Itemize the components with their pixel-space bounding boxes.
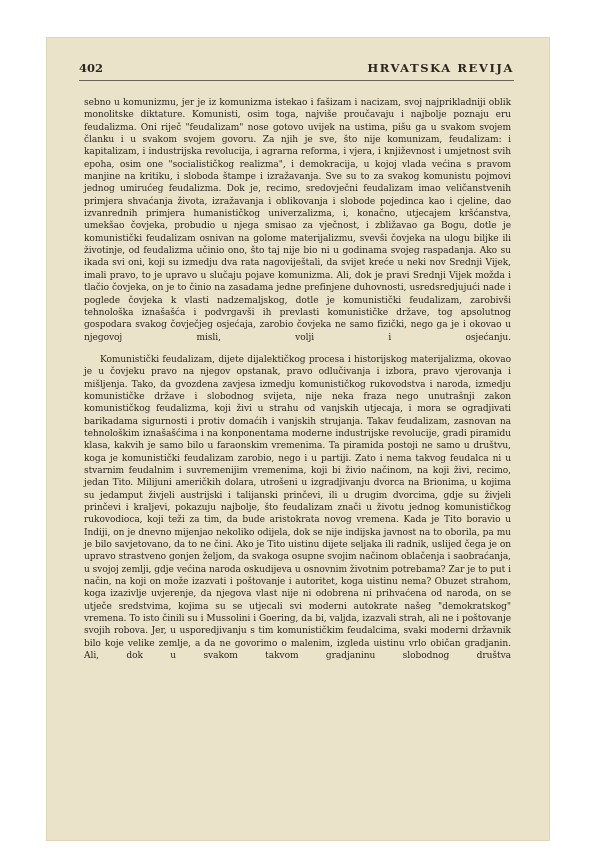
body-text <box>84 97 511 662</box>
header-rule <box>79 80 514 81</box>
paragraph-2: Komunistički feudalizam, dijete dijalektičkog procesa i historijskog materijalizma, okovao je u čovjeku pravo na njegov opstanak, pravo odlučivanja i izbora, pravo vjerovanja i mišljenja. Tako, da gvozdena zavjesa izmedju komunističkog rukovodstva i naroda, izmedju komunističke države i slobodnog svijeta, nije neka fraza nego unutrašnji zakon komunističkog feudalizma, koji živi u strahu od vanjskih utjecaja, i mora se ogradjivati barikadama sigurnosti i protiv domaćih i vanjskih strujanja. Takav feudalizam, zasnovan na tehnološkim iznašašćima i na konponentama moderne industrijske revolucije, gradi piramidu klasa, kakvih je samo bilo u faraonskim vremenima. Ta piramida postoji ne samo u društvu, koga je komunistički feudalizam zarobio, nego i u partiji. Zato i nema takvog feudalca ni u stvarnim feudalnim i suvremenijim vremenima, koji bi živio načinom, na koji živi, recimo, jedan Tito. Milijuni američkih dolara, utrošeni u izgradjivanju dvorca na Brionima, u kojima su jedamput živjeli austrijski i talijanski prinčevi, ili u drugim dvorcima, gdje su živjeli prinčevi i kraljevi, pokazuju najbolje, što feudalizam znači u životu jednog komunističkog rukovodioca, koji teži za tim, da bude aristokrata novog vremena. Kada je Tito boravio u Indiji, on je dnevno mijenjao nekoliko odijela, dok se nije indijska javnost na to oborila, pa mu je bilo savjetovano, da to ne čini. Ako je Tito uistinu dijete seljaka ili radnik, uslijed čega je on upravo strastveno gonjen željom, da svakoga osupne svojim načinom oblačenja i saobraćanja, u svojoj zemlji, gdje većina naroda oskudijeva u osnovnim životnim potrebama? Zar je to put i način, na koji on može izazvati i poštovanje i autoritet, koga uistinu nema? Obuzet strahom, koga izazivlje uvjerenje, da njegova vlast nije ni odobrena ni prihvaćena od naroda, on se utječe sredstvima, kojima su se utjecali svi moderni autokrate našeg "demokratskog" vremena. To isto činili su i Mussolini i Goering, da bi, valjda, izazvali strah, ali ne i poštovanje svojih robova. Jer, u usporedjivanju s tim komunističkim feudalcima, svaki moderni državnik bilo koje velike zemlje, a da ne govorimo o malenim, izgleda uistinu vrlo običan gradjanin. Ali, dok u svakom takvom gradjaninu slobodnog društva <box>84 354 511 662</box>
paragraph-1: sebno u komunizmu, jer je iz komunizma istekao i fašizam i nacizam, svoj najprikladniji oblik monolitske diktature. Komunisti, osim toga, najviše proučavaju i najbolje poznaju eru feudalizma. Oni riječ "feudalizam" nose gotovo uvijek na ustima, pišu ga u svakom svojem članku i u svakom svojem govoru. Za njih je sve, što nije komunizam, feudalizam: i kapitalizam, i industrijska revolucija, i agrarna reforma, i vjera, i književnost i umjetnost svih epoha, osim one "socialističkog realizma", i demokracija, u kojoj vlada većina s pravom manjine na kritiku, i sloboda štampe i izražavanja. Sve su to za svakog komunistu pojmovi jednog umirućeg feudalizma. Dok je, recimo, sredovječni feudalizam imao veličanstvenih primjera shvaćanja života, izražavanja i oblikovanja i slobode pojedinca kao i cjeline, dao izvanrednih primjera humanističkog univerzalizma, i, konačno, utjecajem kršćanstva, umekšao čovjeka, probudio u njega smisao za vječnost, i zbližavao ga Bogu, dotle je komunistički feudalizam osnivan na golome materijalizmu, svevši čovjeka na ulogu biljke ili životinje, od feudalizma učinio ono, što taj nije bio ni u godinama svojeg raspadanja. Ako su ikada svi oni, koji su izmedju dva rata nagoviještali, da svijet kreće u neki nov Srednji Vijek, imali pravo, to je upravo u slučaju pojave komunizma. Ali, dok je pravi Srednji Vijek možda i tlačio čovjeka, on je to činio na zasadama jedne prefinjene duhovnosti, usredsredjujući nade i poglede čovjeka k vlasti nadzemaljskog, dotle je komunistički feudalizam, zarobivši tehnološka iznašašća i podvrgavši ih prevlasti komunističke države, tog apsolutnog gospodara svakog čovječjeg osjećaja, zarobio čovjeka ne samo fizički, nego ga je i okovao u njegovoj misli, volji i osjećanju. <box>84 98 511 343</box>
journal-title: HRVATSKA REVIJA <box>367 61 514 75</box>
book-page <box>46 37 550 841</box>
page-number: 402 <box>79 61 104 75</box>
page-header <box>79 61 514 77</box>
